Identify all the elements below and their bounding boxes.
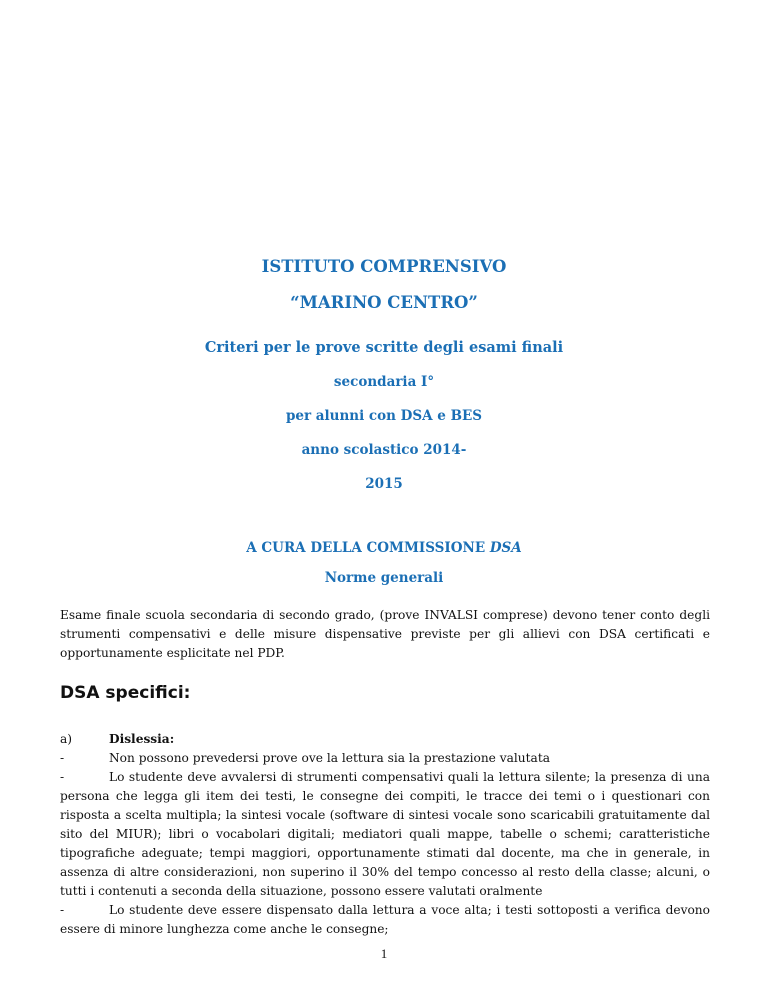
bullet-marker: - bbox=[60, 903, 65, 917]
school-level: secondaria I° bbox=[333, 374, 435, 390]
item-marker: a) bbox=[60, 732, 73, 746]
bullet-text: Non possono prevedersi prove ove la lettura sia la prestazione valutata bbox=[109, 751, 550, 765]
school-heading: ISTITUTO COMPRENSIVO bbox=[261, 257, 507, 276]
commission-heading bbox=[0, 540, 768, 556]
commission-name: DSA bbox=[489, 540, 522, 556]
intro-paragraph: Esame finale scuola secondaria di secondo grado, (prove INVALSI comprese) devono tener conto degli strumenti compensativi e delle misure dispensative previste per gli allievi con DSA certificati e opportunamente esplicitate nel PDP. bbox=[60, 608, 710, 660]
school-year-line1: anno scolastico 2014- bbox=[301, 442, 467, 458]
bullet-text: Lo studente deve avvalersi di strumenti compensativi quali la lettura silente; la presenza di una persona che legga gli item dei testi, le consegne dei compiti, le tracce dei temi o i questionari con risposta a scelta multipla; la sintesi vocale (software di sintesi vocale sono scaricabili gratuitamente dal sito del MIUR); libri o vocabolari digitali; mediatori quali mappe, tabelle o schemi; caratteristiche tipografiche adeguate; tempi maggiori, opportunamente stimati dal docente, ma che in generale, in assenza di altre considerazioni, non superino il 30% del tempo concesso al resto della classe; alcuni, o tutti i contenuti a seconda della situazione, possono essere valutati oralmente bbox=[60, 770, 710, 898]
bullet-text: Lo studente deve essere dispensato dalla lettura a voce alta; i testi sottoposti a verifica devono essere di minore lunghezza come anche le consegne; bbox=[60, 903, 710, 936]
commission-prefix: A CURA DELLA COMMISSIONE bbox=[246, 540, 490, 556]
bullet-marker: - bbox=[60, 751, 65, 765]
list-item bbox=[60, 901, 710, 939]
item-heading bbox=[60, 730, 174, 749]
list-item bbox=[60, 768, 710, 901]
school-year-line2: 2015 bbox=[365, 476, 403, 492]
page-number: 1 bbox=[380, 946, 388, 961]
school-name: “MARINO CENTRO” bbox=[290, 293, 478, 312]
general-rules-heading: Norme generali bbox=[324, 570, 444, 586]
item-label: Dislessia: bbox=[109, 732, 175, 746]
section-title: DSA specifici: bbox=[60, 683, 191, 703]
list-item bbox=[60, 749, 710, 768]
criteria-title: Criteri per le prove scritte degli esami finali bbox=[204, 339, 564, 356]
bullet-marker: - bbox=[60, 770, 65, 784]
target-students: per alunni con DSA e BES bbox=[285, 408, 483, 424]
